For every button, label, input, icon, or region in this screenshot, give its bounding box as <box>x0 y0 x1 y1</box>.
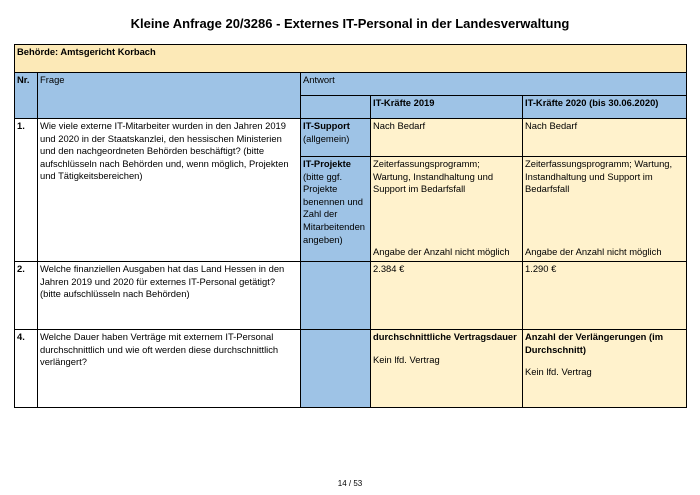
answer-text: Kein lfd. Vertrag <box>525 366 592 378</box>
answer-heading: Anzahl der Verlängerungen (im Durchschnitt) <box>525 331 664 355</box>
header-antwort: Antwort <box>301 73 687 96</box>
sublabel-empty <box>301 330 371 408</box>
authority-label: Behörde: Amtsgericht Korbach <box>15 45 687 73</box>
table-row <box>15 262 687 330</box>
sublabel-rest: (allgemein) <box>303 132 350 144</box>
row-number: 1. <box>15 119 38 262</box>
row-number: 2. <box>15 262 38 330</box>
answer-2020: 1.290 € <box>523 262 687 330</box>
answer-heading: durchschnittliche Vertragsdauer <box>373 331 517 342</box>
table-row <box>15 119 687 157</box>
answer-2020: Nach Bedarf <box>523 119 687 157</box>
row-number: 4. <box>15 330 38 408</box>
question-text: Welche finanziellen Ausgaben hat das Land Hessen in den Jahren 2019 und 2020 für externes IT-Personal getätigt? (bitte aufschlüsseln nach Behörden) <box>38 262 301 330</box>
answer-text: Zeiterfassungsprogramm; Wartung, Instandhaltung und Support im Bedarfsfall <box>373 158 494 195</box>
document-title: Kleine Anfrage 20/3286 - Externes IT-Personal in der Landesverwaltung <box>130 16 570 31</box>
header-col-2020: IT-Kräfte 2020 (bis 30.06.2020) <box>523 96 687 119</box>
answer-2020 <box>523 157 687 262</box>
answer-2019 <box>371 330 523 408</box>
page-number: 14 / 53 <box>337 479 363 488</box>
header-row <box>15 73 687 96</box>
question-text: Welche Dauer haben Verträge mit externem IT-Personal durchschnittlich und wie oft werden diese durchschnittlich verlängert? <box>38 330 301 408</box>
sublabel-bold: IT-Support <box>303 120 350 131</box>
answer-2019 <box>371 157 523 262</box>
header-frage: Frage <box>38 73 301 119</box>
header-col-2019: IT-Kräfte 2019 <box>371 96 523 119</box>
sublabel-empty <box>301 262 371 330</box>
answer-note: Angabe der Anzahl nicht möglich <box>373 245 510 257</box>
answer-2020 <box>523 330 687 408</box>
sublabel-bold: IT-Projekte <box>303 158 351 169</box>
sublabel-it-projekte <box>301 157 371 262</box>
answer-2019: 2.384 € <box>371 262 523 330</box>
inquiry-table <box>14 44 687 408</box>
subheader-empty <box>301 96 371 119</box>
table-row <box>15 330 687 408</box>
answer-text: Zeiterfassungsprogramm; Wartung, Instandhaltung und Support im Bedarfsfall <box>525 158 673 195</box>
question-text: Wie viele externe IT-Mitarbeiter wurden in den Jahren 2019 und 2020 in der Staatskanzlei, den hessischen Ministerien und den nachgeordneten Behörden beschäftigt? (bitte aufschlüsseln nach Behörden und, wenn möglich, Projekten und Tätigkeitsbereichen) <box>38 119 301 262</box>
answer-2019: Nach Bedarf <box>371 119 523 157</box>
sublabel-it-support <box>301 119 371 157</box>
header-nr: Nr. <box>15 73 38 119</box>
sublabel-rest: (bitte ggf. Projekte benennen und Zahl der Mitarbeitenden angeben) <box>303 170 366 245</box>
answer-note: Angabe der Anzahl nicht möglich <box>525 245 662 257</box>
answer-text: Kein lfd. Vertrag <box>373 353 440 365</box>
authority-row <box>15 45 687 73</box>
